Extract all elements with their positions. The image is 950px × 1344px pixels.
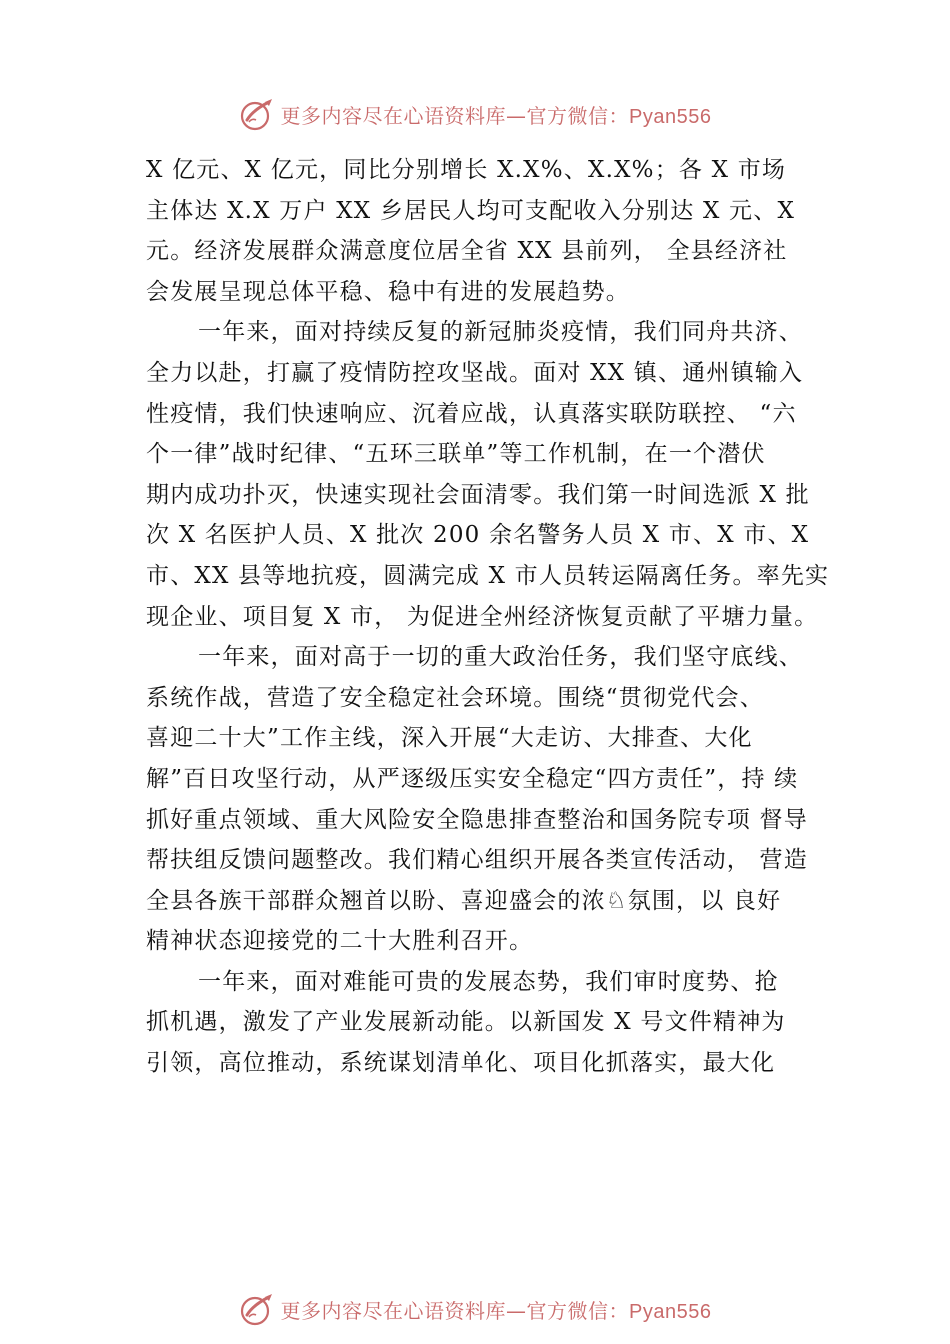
text-line: 现企业、项目复 X 市， 为促进全州经济恢复贡献了平塘力量。	[146, 603, 819, 630]
text-line: 市、XX 县等地抗疫，圆满完成 X 市人员转运隔离任务。率先实	[146, 562, 830, 589]
text-line: 主体达 X.X 万户 XX 乡居民人均可支配收入分别达 X 元、X	[146, 197, 796, 224]
text-line: 全力以赴，打赢了疫情防控攻坚战。面对 XX 镇、通州镇输入	[146, 359, 804, 386]
header-separator: —	[506, 103, 527, 128]
text-line: 次 X 名医护人员、X 批次 200 余名警务人员 X 市、X 市、X	[146, 522, 810, 549]
text-line: 引领，高位推动，系统谋划清单化、项目化抓落实，最大化	[146, 1050, 776, 1077]
footer-wechat-label: 官方微信：	[526, 1298, 630, 1323]
text-line: X 亿元、X 亿元，同比分别增长 X.X%、X.X%；各 X 市场	[146, 157, 787, 183]
text-line: 帮扶组反馈问题整改。我们精心组织开展各类宣传活动， 营造	[146, 847, 808, 874]
text-line: 元。经济发展群众满意度位居全省 XX 县前列， 全县经济社	[146, 238, 788, 265]
text-line: 个一律”战时纪律、“五环三联单”等工作机制，在一个潜伏	[146, 441, 766, 468]
header-site-text: 更多内容尽在心语资料库	[280, 103, 507, 128]
document-body	[146, 150, 836, 1084]
text-line: 解”百日攻坚行动，从严逐级压实安全稳定“四方责任”，持 续	[146, 765, 799, 792]
footer-text	[281, 1295, 712, 1324]
text-line: 一年来，面对高于一切的重大政治任务，我们坚守底线、	[198, 644, 803, 671]
text-line: 一年来，面对难能可贵的发展态势，我们审时度势、抢	[198, 968, 779, 995]
footer-separator: —	[506, 1298, 527, 1323]
text-line: 抓机遇，激发了产业发展新动能。以新国发 X 号文件精神为	[146, 1009, 786, 1036]
footer-site-text: 更多内容尽在心语资料库	[280, 1298, 507, 1323]
text-line: 会发展呈现总体平稳、稳中有进的发展趋势。	[146, 278, 630, 305]
footer-banner	[0, 1289, 950, 1329]
text-line: 精神状态迎接党的二十大胜利召开。	[146, 928, 534, 955]
header-banner	[0, 94, 950, 134]
header-wechat-id: Pyan556	[629, 105, 712, 128]
header-wechat-label: 官方微信：	[526, 103, 630, 128]
pen-logo-icon	[239, 96, 275, 132]
text-line: 全县各族干部群众翘首以盼、喜迎盛会的浓♘氛围，以 良好	[146, 887, 782, 914]
text-line: 期内成功扑灭，快速实现社会面清零。我们第一时间选派 X 批	[146, 481, 810, 508]
header-text	[281, 100, 712, 129]
text-line: 一年来，面对持续反复的新冠肺炎疫情，我们同舟共济、	[198, 319, 803, 346]
pen-logo-icon	[239, 1291, 275, 1327]
text-line: 喜迎二十大”工作主线，深入开展“大走访、大排查、大化	[146, 725, 753, 752]
text-line: 性疫情，我们快速响应、沉着应战，认真落实联防联控、 “六	[146, 400, 797, 427]
footer-wechat-id: Pyan556	[629, 1300, 712, 1323]
text-line: 系统作战，营造了安全稳定社会环境。围绕“贯彻党代会、	[146, 684, 764, 711]
text-line: 抓好重点领域、重大风险安全隐患排查整治和国务院专项 督导	[146, 806, 808, 833]
